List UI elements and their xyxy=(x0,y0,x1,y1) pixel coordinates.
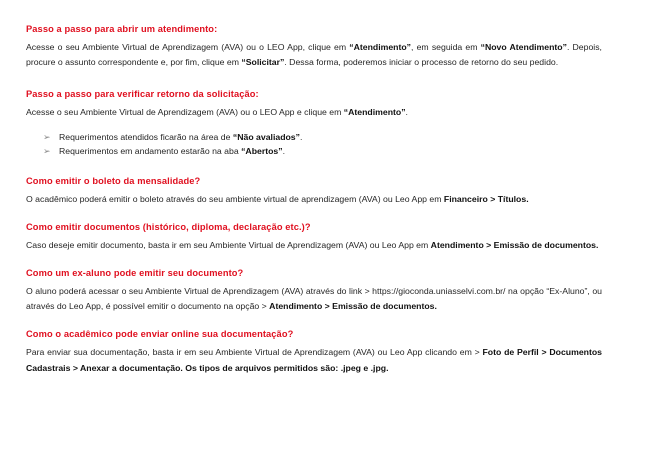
list-item xyxy=(26,144,602,159)
text-run: O aluno poderá acessar o seu Ambiente Virtual de Aprendizagem (AVA) através do link > https://gioconda.uniasselvi.com.br/ na opção “Ex-Aluno”, ou através do Leo App, é possível emitir o documento na opção > xyxy=(26,286,602,312)
emphasis-run: Financeiro > Títulos. xyxy=(443,193,529,204)
text-run: Caso deseje emitir documento, basta ir em seu Ambiente Virtual de Aprendizagem (AVA) ou Leo App em xyxy=(26,239,431,250)
list-item-label xyxy=(59,146,285,156)
section-heading: Passo a passo para abrir um atendimento: xyxy=(26,24,218,34)
section-paragraph xyxy=(26,192,602,207)
section-heading: Como emitir o boleto da mensalidade? xyxy=(26,175,201,186)
list-item xyxy=(26,130,602,145)
section-abrir-atendimento xyxy=(26,22,602,70)
text-run: Acesse o seu Ambiente Virtual de Aprendizagem (AVA) ou o LEO App e clique em xyxy=(26,107,344,118)
emphasis-run: “Abertos” xyxy=(241,146,283,157)
text-run: . Depois, procure o assunto correspondente e, por fim, clique em xyxy=(26,42,602,68)
section-verificar-retorno xyxy=(26,87,602,158)
text-run: Para enviar sua documentação, basta ir em seu Ambiente Virtual de Aprendizagem (AVA) ou Leo App clicando em > xyxy=(26,347,483,358)
section-heading: Como o acadêmico pode enviar online sua documentação? xyxy=(26,329,294,340)
emphasis-run: “Novo Atendimento” xyxy=(480,42,567,52)
section-enviar-documentacao xyxy=(26,327,602,375)
text-run: Requerimentos em andamento estarão na aba xyxy=(59,146,242,157)
arrow-bullet-icon: ➢ xyxy=(43,131,51,142)
text-run: Acesse o seu Ambiente Virtual de Aprendizagem (AVA) ou o LEO App, clique em xyxy=(26,42,350,52)
section-heading: Passo a passo para verificar retorno da solicitação: xyxy=(26,89,259,100)
emphasis-run: Foto de Perfil > Documentos Cadastrais > Anexar a documentação. Os tipos de arquivos permitidos são: .jpeg e .jpg. xyxy=(26,347,602,373)
arrow-bullet-icon: ➢ xyxy=(43,146,51,157)
text-run: . Dessa forma, poderemos iniciar o processo de retorno do seu pedido. xyxy=(284,57,559,68)
section-paragraph xyxy=(26,105,602,120)
text-run: . xyxy=(282,146,286,157)
emphasis-run: Atendimento > Emissão de documentos. xyxy=(430,239,599,250)
section-paragraph xyxy=(26,40,602,70)
text-run: Requerimentos atendidos ficarão na área de xyxy=(59,131,233,142)
section-paragraph xyxy=(26,345,602,375)
emphasis-run: “Atendimento” xyxy=(343,107,406,118)
section-emitir-documentos xyxy=(26,220,602,253)
emphasis-run: “Não avaliados” xyxy=(232,131,300,142)
section-paragraph xyxy=(26,284,602,314)
section-heading: Como um ex-aluno pode emitir seu documento? xyxy=(26,268,244,279)
text-run: , em seguida em xyxy=(411,42,481,52)
requirements-status-list xyxy=(26,130,602,159)
list-item-label xyxy=(59,132,302,142)
section-paragraph xyxy=(26,238,602,253)
section-heading: Como emitir documentos (histórico, diploma, declaração etc.)? xyxy=(26,221,311,232)
section-ex-aluno-documento xyxy=(26,266,602,314)
emphasis-run: “Solicitar” xyxy=(241,57,285,68)
text-run: . xyxy=(405,107,408,118)
emphasis-run: Atendimento > Emissão de documentos. xyxy=(269,301,437,312)
text-run: O acadêmico poderá emitir o boleto através do seu ambiente virtual de aprendizagem (AVA) ou Leo App em xyxy=(26,193,444,204)
text-run: . xyxy=(300,131,303,142)
emphasis-run: “Atendimento” xyxy=(349,42,412,52)
section-emitir-boleto xyxy=(26,174,602,207)
